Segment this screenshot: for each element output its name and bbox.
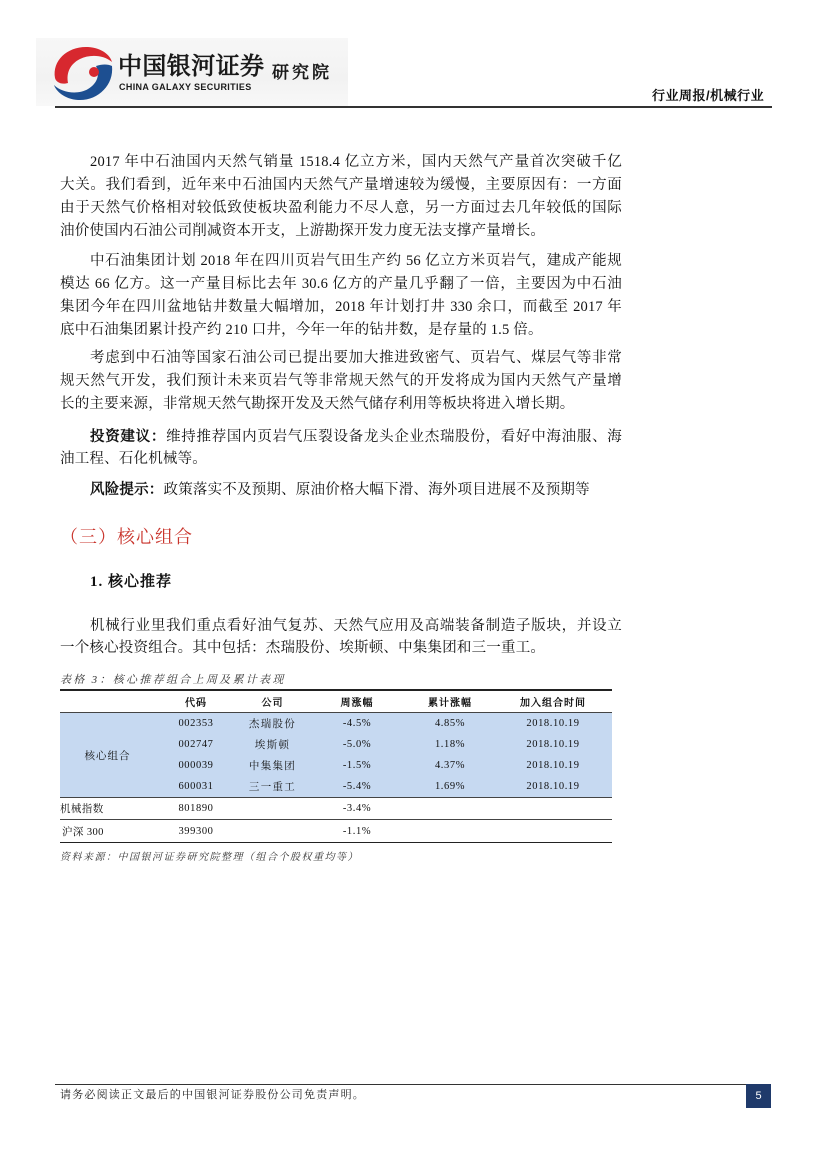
table-caption: 表格 3：核心推荐组合上周及累计表现 (60, 674, 286, 686)
header-rule (55, 106, 772, 108)
date-added: 2018.10.19 (494, 713, 612, 735)
paragraph-2 (60, 250, 622, 342)
empty-cell (237, 798, 308, 820)
paragraph-line: 底中石油集团累计投产约 210 口井，今年一年的钻井数，是存量的 1.5 倍。 (60, 322, 543, 338)
table-header-date-added: 加入组合时间 (494, 690, 612, 713)
research-institute-label: 研究院 (272, 63, 332, 82)
paragraph-4 (60, 615, 622, 659)
paragraph-3 (60, 347, 622, 416)
section-heading: （三）核心组合 (60, 527, 193, 547)
paragraph-line: 油价使国内石油公司削减资本开支，上游勘探开发力度无法支撑产量增长。 (60, 223, 546, 239)
table-header-weekly-change: 周涨幅 (308, 690, 406, 713)
table-header-company: 公司 (237, 690, 308, 713)
paragraph-line: 2017 年中石油国内天然气销量 1518.4 亿立方米，国内天然气产量首次突破千亿 (90, 154, 622, 170)
benchmark-code: 801890 (155, 798, 237, 820)
table-row (60, 713, 612, 735)
paragraph-line: 大关。我们看到，近年来中石油国内天然气产量增速较为缓慢，主要原因有：一方面 (60, 177, 622, 193)
empty-cell (406, 820, 494, 843)
weekly-change: -3.4% (308, 798, 406, 820)
date-added: 2018.10.19 (494, 755, 612, 776)
table-source: 资料来源：中国银河证券研究院整理（组合个股权重均等） (60, 852, 359, 863)
paragraph-line: 油工程、石化机械等。 (60, 451, 207, 467)
empty-cell (406, 798, 494, 820)
stock-code: 600031 (155, 776, 237, 798)
investment-advice-text: 维持推荐国内页岩气压裂设备龙头企业杰瑞股份，看好中海油服、海 (166, 429, 622, 445)
risk-warning-text: 政策落实不及预期、原油价格大幅下滑、海外项目进展不及预期等 (163, 482, 590, 498)
table-header-row (60, 690, 612, 713)
table-header-blank (60, 690, 155, 713)
weekly-change: -4.5% (308, 713, 406, 735)
paragraph-line: 由于天然气价格相对较低致使板块盈利能力不尽人意，另一方面过去几年较低的国际 (60, 200, 622, 216)
company-name-en: CHINA GALAXY SECURITIES (119, 82, 252, 92)
benchmark-label: 沪深 300 (60, 820, 155, 843)
paragraph-line: 机械行业里我们重点看好油气复苏、天然气应用及高端装备制造子版块，并设立 (90, 618, 622, 634)
risk-warning (60, 479, 622, 501)
cumulative-change: 4.37% (406, 755, 494, 776)
date-added: 2018.10.19 (494, 734, 612, 755)
cumulative-change: 1.18% (406, 734, 494, 755)
risk-warning-label: 风险提示： (90, 482, 164, 498)
paragraph-line: 长的主要来源，非常规天然气勘探开发及天然气储存利用等板块将进入增长期。 (60, 396, 575, 412)
weekly-change: -1.1% (308, 820, 406, 843)
stock-company: 杰瑞股份 (237, 713, 308, 735)
table-header-cumulative-change: 累计涨幅 (406, 690, 494, 713)
stock-code: 000039 (155, 755, 237, 776)
stock-code: 002353 (155, 713, 237, 735)
paragraph-1 (60, 151, 622, 243)
date-added: 2018.10.19 (494, 776, 612, 798)
page-number: 5 (746, 1084, 771, 1108)
benchmark-label: 机械指数 (60, 798, 155, 820)
subsection-heading: 1. 核心推荐 (90, 574, 173, 590)
weekly-change: -5.4% (308, 776, 406, 798)
paragraph-line (60, 479, 622, 501)
company-name-cn: 中国银河证券 (118, 53, 265, 80)
stock-company: 中集集团 (237, 755, 308, 776)
cumulative-change: 1.69% (406, 776, 494, 798)
table-row (60, 798, 612, 820)
weekly-change: -1.5% (308, 755, 406, 776)
investment-advice (60, 426, 622, 470)
stock-code: 002747 (155, 734, 237, 755)
stock-company: 三一重工 (237, 776, 308, 798)
paragraph-line: 一个核心投资组合。其中包括：杰瑞股份、埃斯顿、中集集团和三一重工。 (60, 640, 546, 656)
paragraph-line: 模达 66 亿方。这一产量目标比去年 30.6 亿方的产量几乎翻了一倍，主要因为中石油 (60, 276, 622, 292)
footer-disclaimer: 请务必阅读正文最后的中国银河证券股份公司免责声明。 (60, 1089, 365, 1101)
cumulative-change: 4.85% (406, 713, 494, 735)
portfolio-table (60, 689, 612, 843)
group-label: 核心组合 (60, 713, 155, 798)
empty-cell (494, 820, 612, 843)
table-row (60, 820, 612, 843)
paragraph-line (60, 426, 622, 448)
empty-cell (494, 798, 612, 820)
stock-company: 埃斯顿 (237, 734, 308, 755)
paragraph-line: 考虑到中石油等国家石油公司已提出要加大推进致密气、页岩气、煤层气等非常 (90, 350, 622, 366)
paragraph-line: 中石油集团计划 2018 年在四川页岩气田生产约 56 亿立方米页岩气，建成产能规 (90, 253, 622, 269)
report-category: 行业周报/机械行业 (652, 88, 765, 103)
weekly-change: -5.0% (308, 734, 406, 755)
paragraph-line: 规天然气开发，我们预计未来页岩气等非常规天然气的开发将成为国内天然气产量增 (60, 373, 622, 389)
china-galaxy-logo-icon (50, 43, 114, 103)
investment-advice-label: 投资建议： (90, 429, 167, 445)
benchmark-code: 399300 (155, 820, 237, 843)
paragraph-line: 集团今年在四川盆地钻井数量大幅增加，2018 年计划打井 330 余口，而截至 2017 年 (60, 299, 622, 315)
empty-cell (237, 820, 308, 843)
footer-rule (55, 1084, 746, 1085)
table-header-code: 代码 (155, 690, 237, 713)
